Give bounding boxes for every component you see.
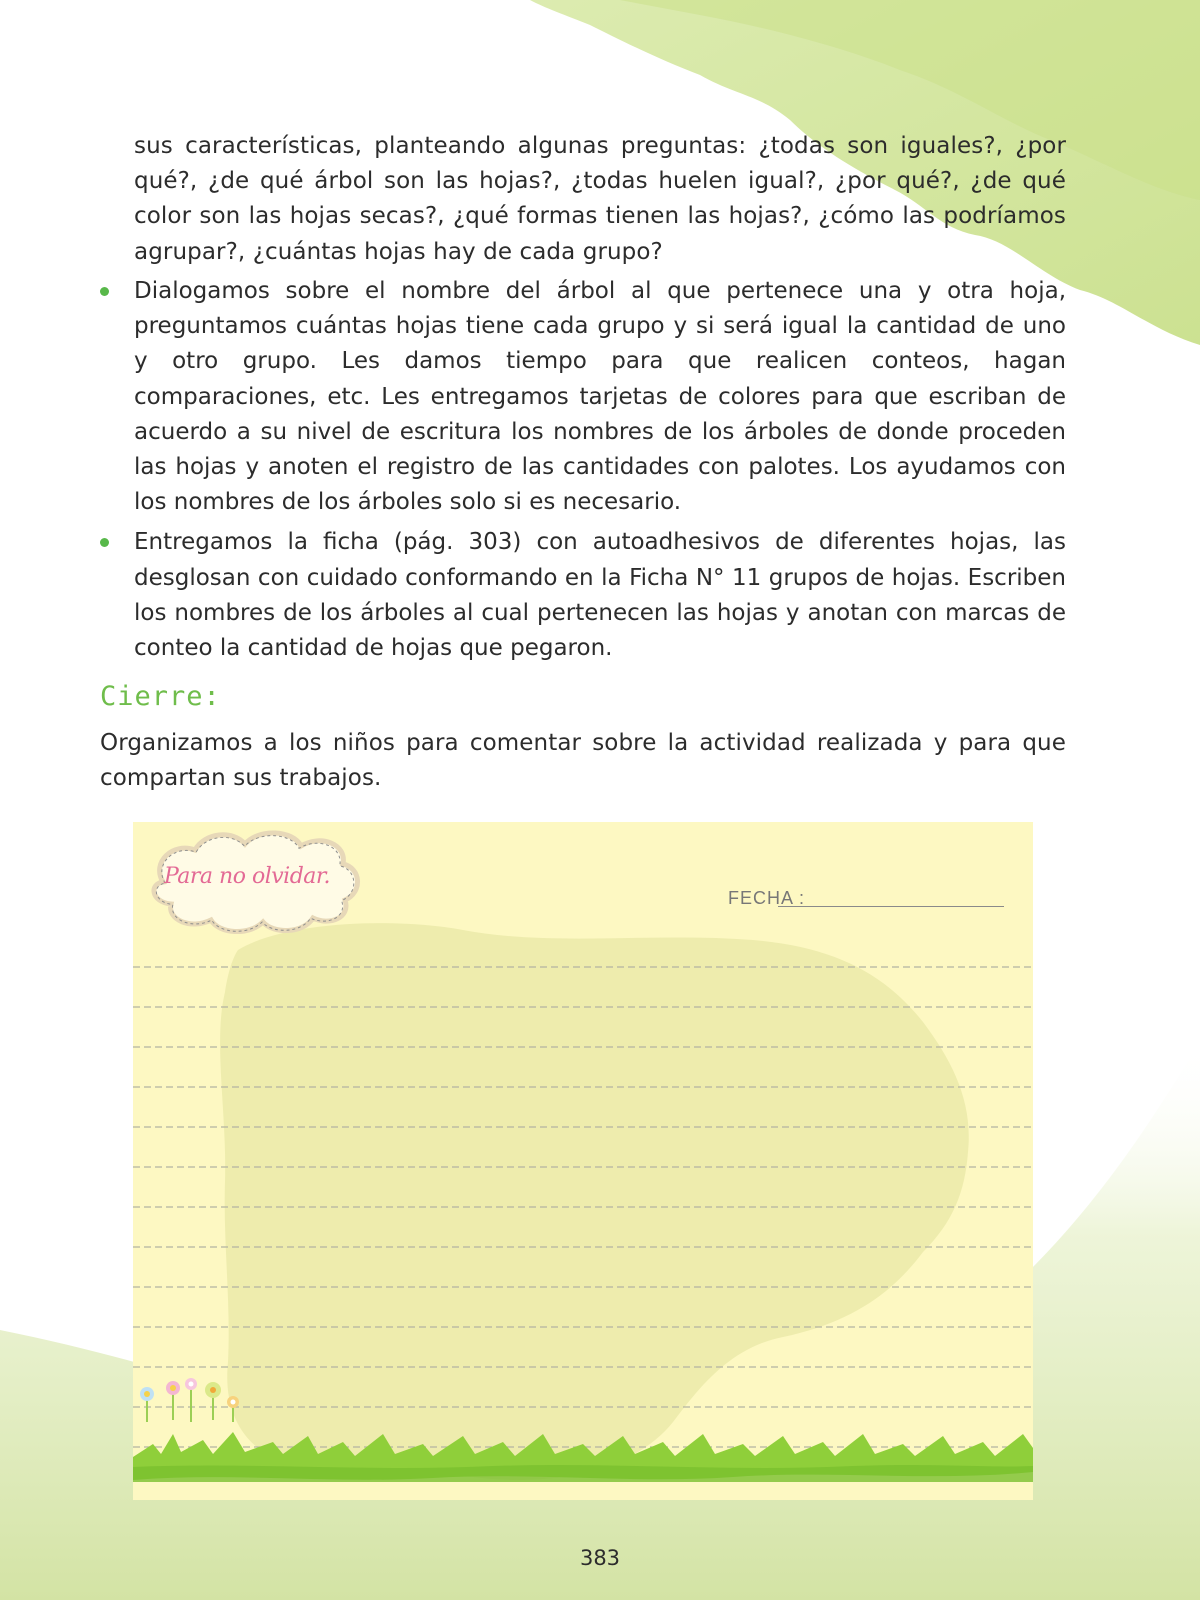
bullet-dot-icon <box>100 538 109 547</box>
intro-paragraph: sus características, planteando algunas preguntas: ¿todas son iguales?, ¿por qué?, ¿de qué árbol son las hojas?, ¿todas huelen igual?, ¿por qué?, ¿de qué color son las hojas secas?, ¿qué formas tienen las hojas?, ¿cómo las podríamos agrupar?, ¿cuántas hojas hay de cada grupo? <box>134 133 1066 265</box>
closing-section-title: Cierre: <box>100 681 221 712</box>
list-item <box>90 525 1066 666</box>
bullet-dot-icon <box>100 287 109 296</box>
activity-bullet-list <box>90 274 1066 671</box>
bullet-text: Dialogamos sobre el nombre del árbol al que pertenece una y otra hoja, preguntamos cuántas hojas tiene cada grupo y si será igual la cantidad de uno y otro grupo. Les damos tiempo para que realicen conteos, hagan comparaciones, etc. Les entregamos tarjetas de colores para que escriban de acuerdo a su nivel de escritura los nombres de los árboles de donde proceden las hojas y anoten el registro de las cantidades con palotes. Los ayudamos con los nombres de los árboles solo si es necesario. <box>134 278 1066 516</box>
page-number: 383 <box>579 1546 621 1570</box>
date-entry-line <box>778 906 1004 907</box>
notes-card-title: Para no olvidar. <box>163 864 330 889</box>
date-label: FECHA : <box>728 888 806 908</box>
bullet-text: Entregamos la ficha (pág. 303) con autoadhesivos de diferentes hojas, las desglosan con cuidado conformando en la Ficha N° 11 grupos de hojas. Escriben los nombres de los árboles al cual pertenecen las hojas y anotan con marcas de conteo la cantidad de hojas que pegaron. <box>134 529 1066 662</box>
list-item <box>90 274 1066 520</box>
closing-paragraph: Organizamos a los niños para comentar sobre la actividad realizada y para que compartan sus trabajos. <box>100 730 1066 792</box>
notes-card <box>133 822 1033 1500</box>
